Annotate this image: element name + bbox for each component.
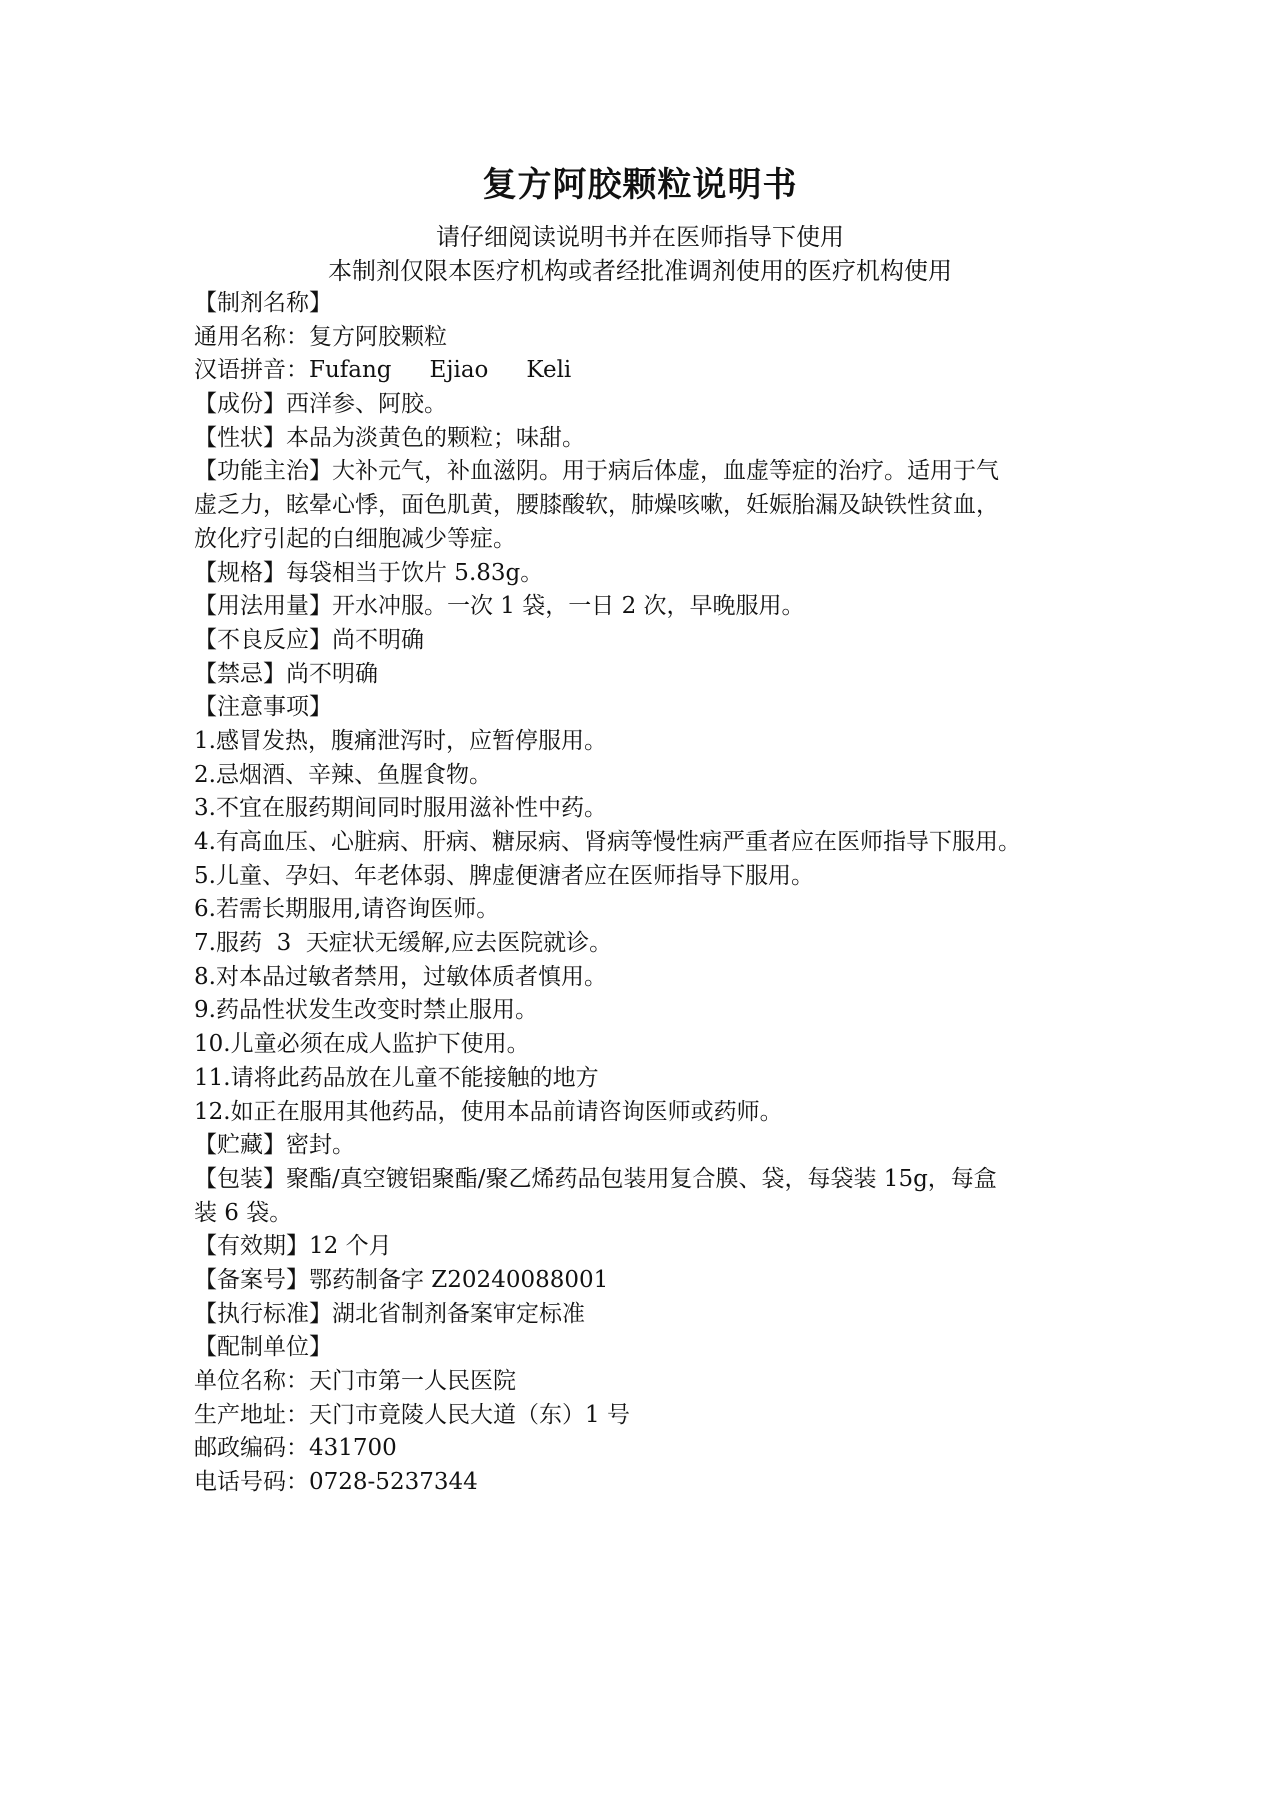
name-heading: 【制剂名称】: [194, 290, 332, 316]
precaution-item: 10.儿童必须在成人监护下使用。: [194, 1031, 530, 1058]
precaution-item: 12.如正在服用其他药品，使用本品前请咨询医师或药师。: [194, 1098, 783, 1125]
pinyin-word-2: Ejiao: [429, 357, 489, 384]
indications-line-3: 放化疗引起的白细胞减少等症。: [194, 525, 516, 552]
precaution-item: 2.忌烟酒、辛辣、鱼腥食物。: [194, 761, 492, 788]
precaution-item: 8.对本品过敏者禁用，过敏体质者慎用。: [194, 963, 607, 990]
precaution-item: 3.不宜在服药期间同时服用滋补性中药。: [194, 795, 607, 822]
storage: 【贮藏】密封。: [194, 1132, 355, 1159]
validity: 【有效期】12 个月: [194, 1233, 392, 1260]
precaution-item: 5.儿童、孕妇、年老体弱、脾虚便溏者应在医师指导下服用。: [194, 862, 814, 889]
subtitle-restriction: 本制剂仅限本医疗机构或者经批准调剂使用的医疗机构使用: [328, 257, 952, 285]
ingredients: 【成份】西洋参、阿胶。: [194, 391, 447, 418]
document-body: [194, 287, 1096, 1500]
packaging-line-1: 【包装】聚酯/真空镀铝聚酯/聚乙烯药品包装用复合膜、袋，每袋装 15g，每盒: [194, 1165, 997, 1192]
generic-name: 通用名称：复方阿胶颗粒: [194, 323, 447, 350]
indications-line-2: 虚乏力，眩晕心悸，面色肌黄，腰膝酸软，肺燥咳嗽，妊娠胎漏及缺铁性贫血，: [194, 492, 999, 519]
production-address: 生产地址：天门市竟陵人民大道（东）1 号: [194, 1401, 630, 1428]
pinyin-word-3: Keli: [526, 357, 572, 384]
execution-standard: 【执行标准】湖北省制剂备案审定标准: [194, 1300, 585, 1327]
precaution-item: 7.服药 3 天症状无缓解,应去医院就诊。: [194, 930, 613, 957]
precaution-item: 9.药品性状发生改变时禁止服用。: [194, 997, 538, 1024]
manufacturer-heading: 【配制单位】: [194, 1334, 332, 1361]
phone-number: 电话号码：0728-5237344: [194, 1469, 478, 1496]
pinyin-label: 汉语拼音：: [194, 357, 309, 384]
packaging-line-2: 装 6 袋。: [194, 1199, 293, 1226]
indications-line-1: 【功能主治】大补元气，补血滋阴。用于病后体虚，血虚等症的治疗。适用于气: [194, 458, 999, 485]
properties: 【性状】本品为淡黄色的颗粒；味甜。: [194, 424, 585, 451]
dosage: 【用法用量】开水冲服。一次 1 袋，一日 2 次，早晚服用。: [194, 593, 805, 620]
postal-code: 邮政编码：431700: [194, 1435, 397, 1462]
precaution-item: 1.感冒发热，腹痛泄泻时，应暂停服用。: [194, 727, 607, 754]
subtitle-instruction: 请仔细阅读说明书并在医师指导下使用: [436, 223, 844, 251]
unit-name: 单位名称：天门市第一人民医院: [194, 1368, 516, 1394]
precaution-item: 6.若需长期服用,请咨询医师。: [194, 896, 500, 923]
precaution-item: 4.有高血压、心脏病、肝病、糖尿病、肾病等慢性病严重者应在医师指导下服用。: [194, 829, 1021, 855]
precautions-heading: 【注意事项】: [194, 694, 332, 721]
pinyin-word-1: Fufang: [309, 357, 392, 384]
adverse-reactions: 【不良反应】尚不明确: [194, 626, 424, 653]
page-title: 复方阿胶颗粒说明书: [482, 165, 798, 205]
record-number: 【备案号】鄂药制备字 Z20240088001: [194, 1266, 609, 1293]
precaution-item: 11.请将此药品放在儿童不能接触的地方: [194, 1064, 599, 1091]
contraindications: 【禁忌】尚不明确: [194, 660, 378, 687]
pinyin-line: [194, 354, 1096, 388]
specification: 【规格】每袋相当于饮片 5.83g。: [194, 559, 544, 586]
